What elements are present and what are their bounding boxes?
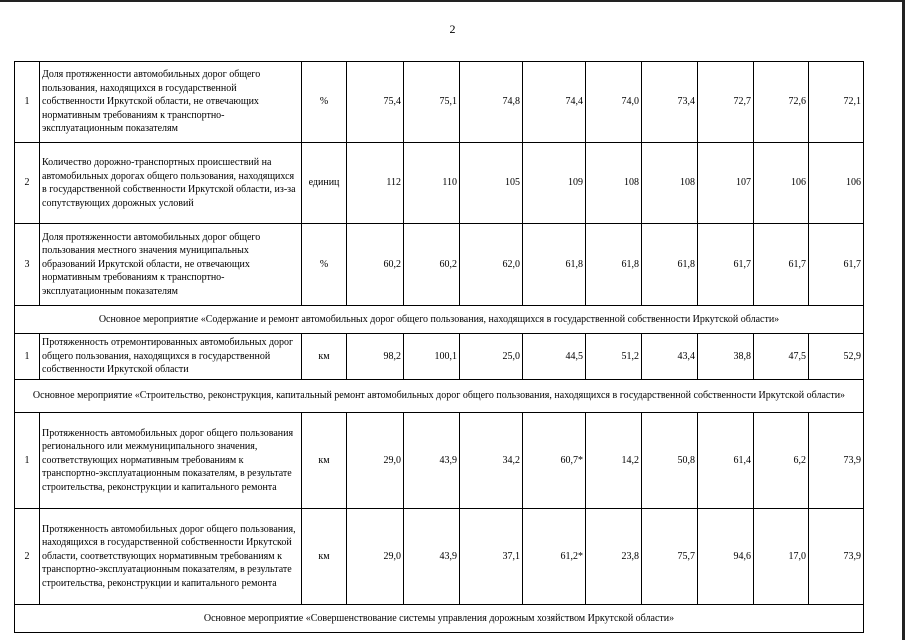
value-cell: 72,1 (809, 62, 864, 143)
value-cell: 14,2 (586, 413, 642, 509)
indicator-name: Доля протяженности автомобильных дорог общего пользования, находящихся в государственной собственности Иркутской области, не отвечающих нормативным требованиям к транспортно-эксплуатационным показателям (40, 62, 302, 143)
value-cell: 43,9 (404, 413, 460, 509)
table-row (15, 509, 864, 605)
value-cell: 60,2 (404, 224, 460, 306)
value-cell: 107 (698, 143, 754, 224)
value-cell: 75,7 (642, 509, 698, 605)
value-cell: 74,4 (523, 62, 586, 143)
value-cell: 51,2 (586, 334, 642, 380)
value-cell: 34,2 (460, 413, 523, 509)
value-cell: 72,7 (698, 62, 754, 143)
table-row (15, 143, 864, 224)
value-cell: 17,0 (754, 509, 809, 605)
unit-cell: км (302, 413, 347, 509)
unit-cell: км (302, 334, 347, 380)
row-index: 3 (15, 224, 40, 306)
row-index: 1 (15, 334, 40, 380)
value-cell: 75,1 (404, 62, 460, 143)
value-cell: 109 (523, 143, 586, 224)
value-cell: 110 (404, 143, 460, 224)
unit-cell: % (302, 224, 347, 306)
indicator-name: Доля протяженности автомобильных дорог общего пользования местного значения муниципальных образований Иркутской области, не отвечающих нормативным требованиям к транспортно-эксплуатационным показателям (40, 224, 302, 306)
table-row (15, 224, 864, 306)
row-index: 1 (15, 62, 40, 143)
value-cell: 61,8 (642, 224, 698, 306)
value-cell: 100,1 (404, 334, 460, 380)
value-cell: 94,6 (698, 509, 754, 605)
value-cell: 61,7 (809, 224, 864, 306)
value-cell: 50,8 (642, 413, 698, 509)
value-cell: 112 (347, 143, 404, 224)
value-cell: 52,9 (809, 334, 864, 380)
value-cell: 61,2* (523, 509, 586, 605)
value-cell: 61,7 (754, 224, 809, 306)
indicator-name: Количество дорожно-транспортных происшествий на автомобильных дорогах общего пользования, находящихся в государственной собственности Иркутской области, из-за сопутствующих дорожных условий (40, 143, 302, 224)
page-edge-top (0, 0, 905, 2)
value-cell: 29,0 (347, 509, 404, 605)
table-row (15, 62, 864, 143)
page-number: 2 (449, 22, 456, 36)
unit-cell: км (302, 509, 347, 605)
section-title: Основное мероприятие «Содержание и ремонт автомобильных дорог общего пользования, находящихся в государственной собственности Иркутской области» (15, 306, 864, 334)
indicator-name: Протяженность отремонтированных автомобильных дорог общего пользования, находящихся в государственной собственности Иркутской области (40, 334, 302, 380)
value-cell: 73,9 (809, 413, 864, 509)
section-title: Основное мероприятие «Совершенствование системы управления дорожным хозяйством Иркутской области» (15, 605, 864, 633)
value-cell: 60,2 (347, 224, 404, 306)
value-cell: 74,8 (460, 62, 523, 143)
value-cell: 37,1 (460, 509, 523, 605)
value-cell: 74,0 (586, 62, 642, 143)
unit-cell: % (302, 62, 347, 143)
indicators-table (14, 61, 864, 633)
value-cell: 43,4 (642, 334, 698, 380)
value-cell: 62,0 (460, 224, 523, 306)
section-row (15, 380, 864, 413)
value-cell: 44,5 (523, 334, 586, 380)
value-cell: 6,2 (754, 413, 809, 509)
value-cell: 73,9 (809, 509, 864, 605)
row-index: 2 (15, 143, 40, 224)
section-title: Основное мероприятие «Строительство, реконструкция, капитальный ремонт автомобильных дорог общего пользования, находящихся в государственной собственности Иркутской области» (15, 380, 864, 413)
value-cell: 98,2 (347, 334, 404, 380)
value-cell: 72,6 (754, 62, 809, 143)
value-cell: 61,8 (586, 224, 642, 306)
value-cell: 108 (642, 143, 698, 224)
value-cell: 61,4 (698, 413, 754, 509)
indicator-name: Протяженность автомобильных дорог общего пользования регионального или межмуниципального значения, соответствующих нормативным требованиям к транспортно-эксплуатационным показателям, в результате строительства, реконструкции и капитального ремонта (40, 413, 302, 509)
value-cell: 106 (809, 143, 864, 224)
value-cell: 61,7 (698, 224, 754, 306)
value-cell: 105 (460, 143, 523, 224)
value-cell: 38,8 (698, 334, 754, 380)
unit-cell: единиц (302, 143, 347, 224)
value-cell: 108 (586, 143, 642, 224)
value-cell: 43,9 (404, 509, 460, 605)
value-cell: 23,8 (586, 509, 642, 605)
value-cell: 106 (754, 143, 809, 224)
row-index: 1 (15, 413, 40, 509)
value-cell: 60,7* (523, 413, 586, 509)
value-cell: 25,0 (460, 334, 523, 380)
row-index: 2 (15, 509, 40, 605)
indicator-name: Протяженность автомобильных дорог общего пользования, находящихся в государственной собственности Иркутской области, соответствующих нормативным требованиям к транспортно-эксплуатационным показателям, в результате строительства, реконструкции и капитального ремонта (40, 509, 302, 605)
value-cell: 75,4 (347, 62, 404, 143)
value-cell: 29,0 (347, 413, 404, 509)
table-row (15, 413, 864, 509)
section-row (15, 306, 864, 334)
value-cell: 73,4 (642, 62, 698, 143)
value-cell: 47,5 (754, 334, 809, 380)
value-cell: 61,8 (523, 224, 586, 306)
table-row (15, 334, 864, 380)
section-row (15, 605, 864, 633)
